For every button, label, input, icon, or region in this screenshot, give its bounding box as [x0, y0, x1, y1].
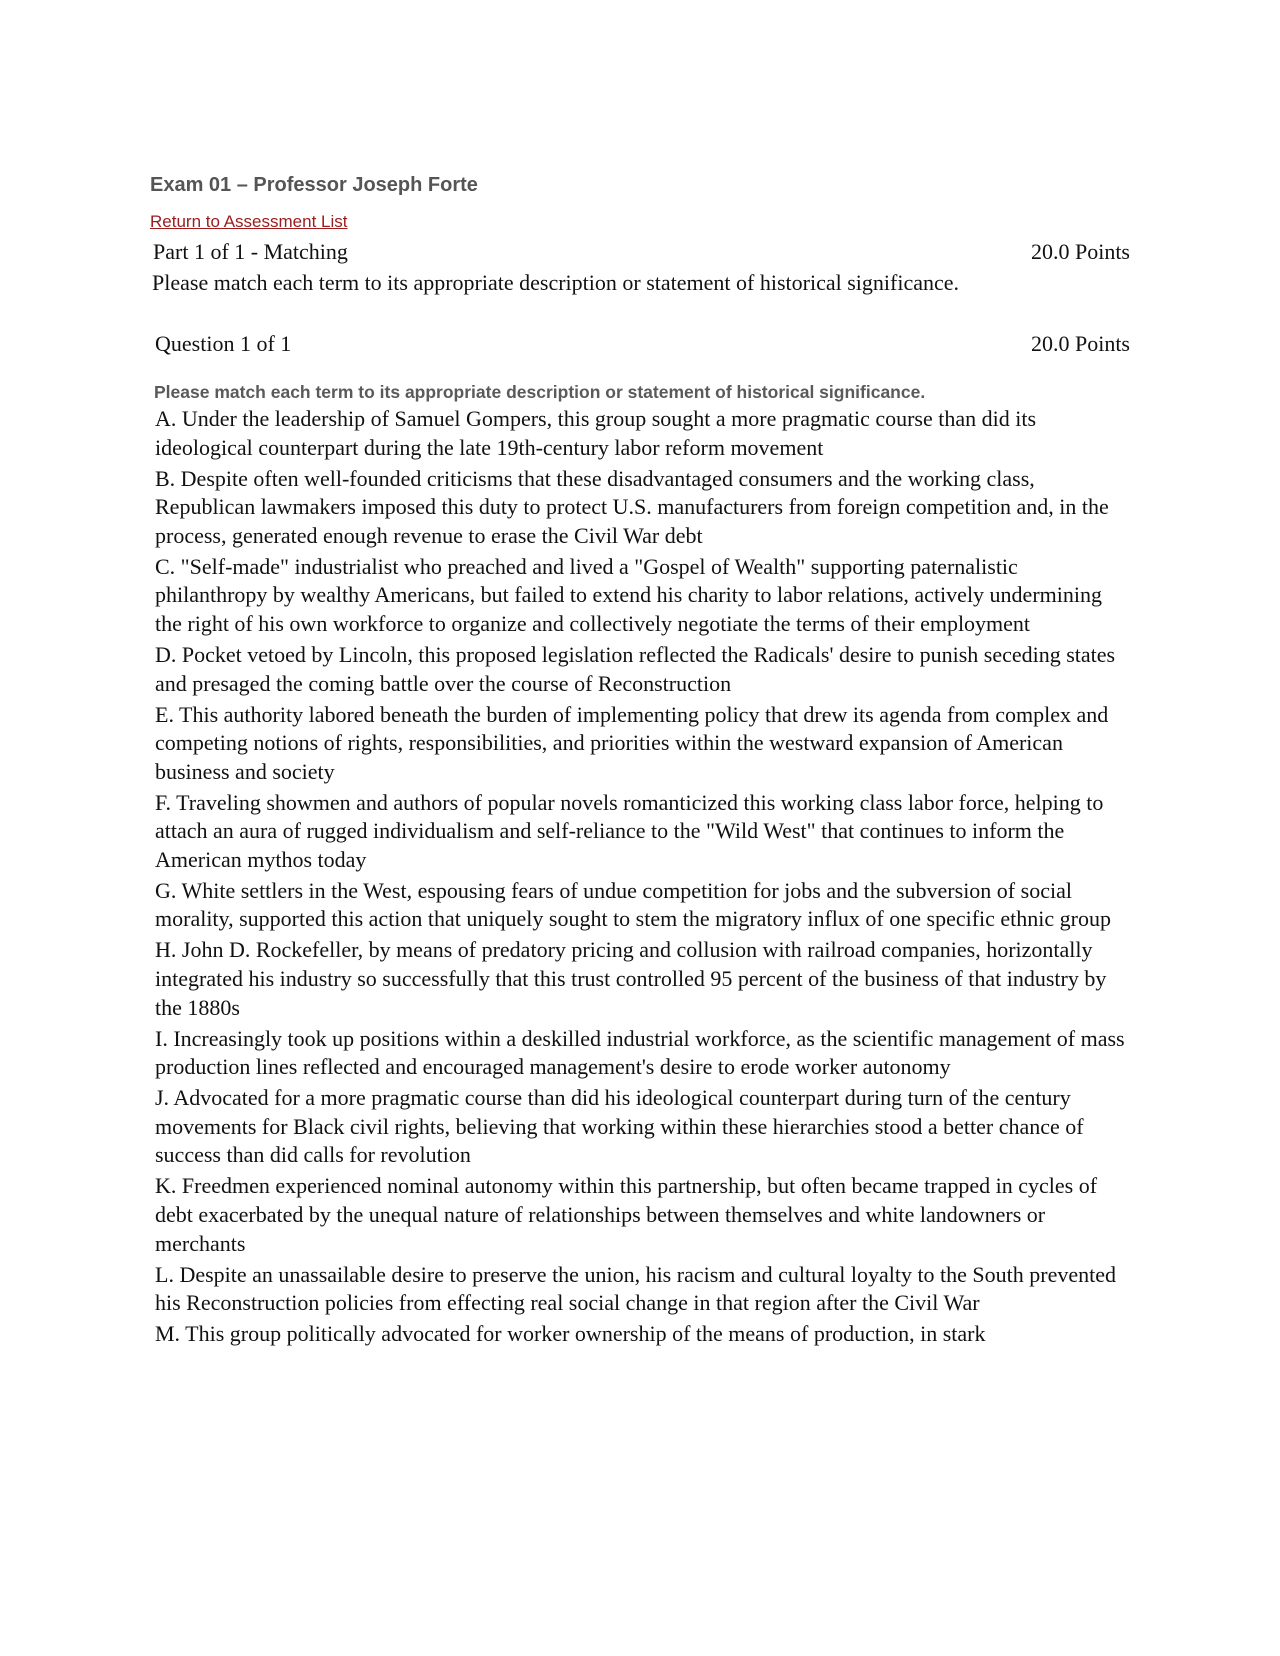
matching-descriptions-list [150, 405, 1130, 1349]
matching-description-e: E. This authority labored beneath the burden of implementing policy that drew its agenda from complex and competing notions of rights, responsibilities, and priorities within the westward expansion of American business and society [155, 701, 1109, 784]
matching-description-f: F. Traveling showmen and authors of popular novels romanticized this working class labor force, helping to attach an aura of rugged individualism and self-reliance to the "Wild West" that continues to inform the American mythos today [155, 789, 1104, 872]
matching-description-g: G. White settlers in the West, espousing fears of undue competition for jobs and the subversion of social morality, supported this action that uniquely sought to stem the migratory influx of one specific ethnic group [155, 877, 1111, 932]
part-points: 20.0 Points [1030, 239, 1130, 264]
matching-description-a: A. Under the leadership of Samuel Gompers, this group sought a more pragmatic course than did its ideological counterpart during the late 19th-century labor reform movement [155, 406, 1037, 460]
question-header [150, 330, 1130, 358]
matching-description-m: M. This group politically advocated for worker ownership of the means of production, in stark [155, 1321, 986, 1347]
question-label: Question 1 of 1 [155, 331, 292, 356]
part-header [150, 238, 1130, 266]
matching-description-b: B. Despite often well-founded criticisms that these disadvantaged consumers and the working class, Republican lawmakers imposed this duty to protect U.S. manufacturers from foreign competition and, in the process, generated enough revenue to erase the Civil War debt [155, 465, 1109, 548]
matching-description-k: K. Freedmen experienced nominal autonomy within this partnership, but often became trapped in cycles of debt exacerbated by the unequal nature of relationships between themselves and white landowners or merchants [155, 1173, 1098, 1256]
question-points: 20.0 Points [1030, 331, 1130, 356]
part-label: Part 1 of 1 - Matching [153, 239, 348, 264]
matching-description-c: C. "Self-made" industrialist who preached and lived a "Gospel of Wealth" supporting paternalistic philanthropy by wealthy Americans, but failed to extend his charity to labor relations, actively undermining the right of his own workforce to organize and collectively negotiate the terms of their employment [155, 553, 1102, 636]
part-instructions: Please match each term to its appropriate description or statement of historical significance. [152, 270, 959, 295]
exam-title: Exam 01 – Professor Joseph Forte [150, 174, 478, 196]
return-to-assessment-list-link[interactable]: Return to Assessment List [150, 212, 348, 231]
matching-description-l: L. Despite an unassailable desire to preserve the union, his racism and cultural loyalty to the South prevented his Reconstruction policies from effecting real social change in that region after the Civil War [155, 1261, 1117, 1316]
matching-description-j: J. Advocated for a more pragmatic course than did his ideological counterpart during turn of the century movements for Black civil rights, believing that working within these hierarchies stood a better chance of success than did calls for revolution [155, 1085, 1084, 1168]
question-prompt: Please match each term to its appropriate description or statement of historical significance. [154, 382, 926, 402]
matching-description-i: I. Increasingly took up positions within a deskilled industrial workforce, as the scientific management of mass production lines reflected and encouraged management's desire to erode worker autonomy [155, 1025, 1125, 1080]
matching-description-h: H. John D. Rockefeller, by means of predatory pricing and collusion with railroad companies, horizontally integrated his industry so successfully that this trust controlled 95 percent of the business of that industry by the 1880s [155, 937, 1107, 1020]
exam-page [150, 172, 1130, 1351]
matching-description-d: D. Pocket vetoed by Lincoln, this proposed legislation reflected the Radicals' desire to punish seceding states and presaged the coming battle over the course of Reconstruction [155, 641, 1116, 696]
